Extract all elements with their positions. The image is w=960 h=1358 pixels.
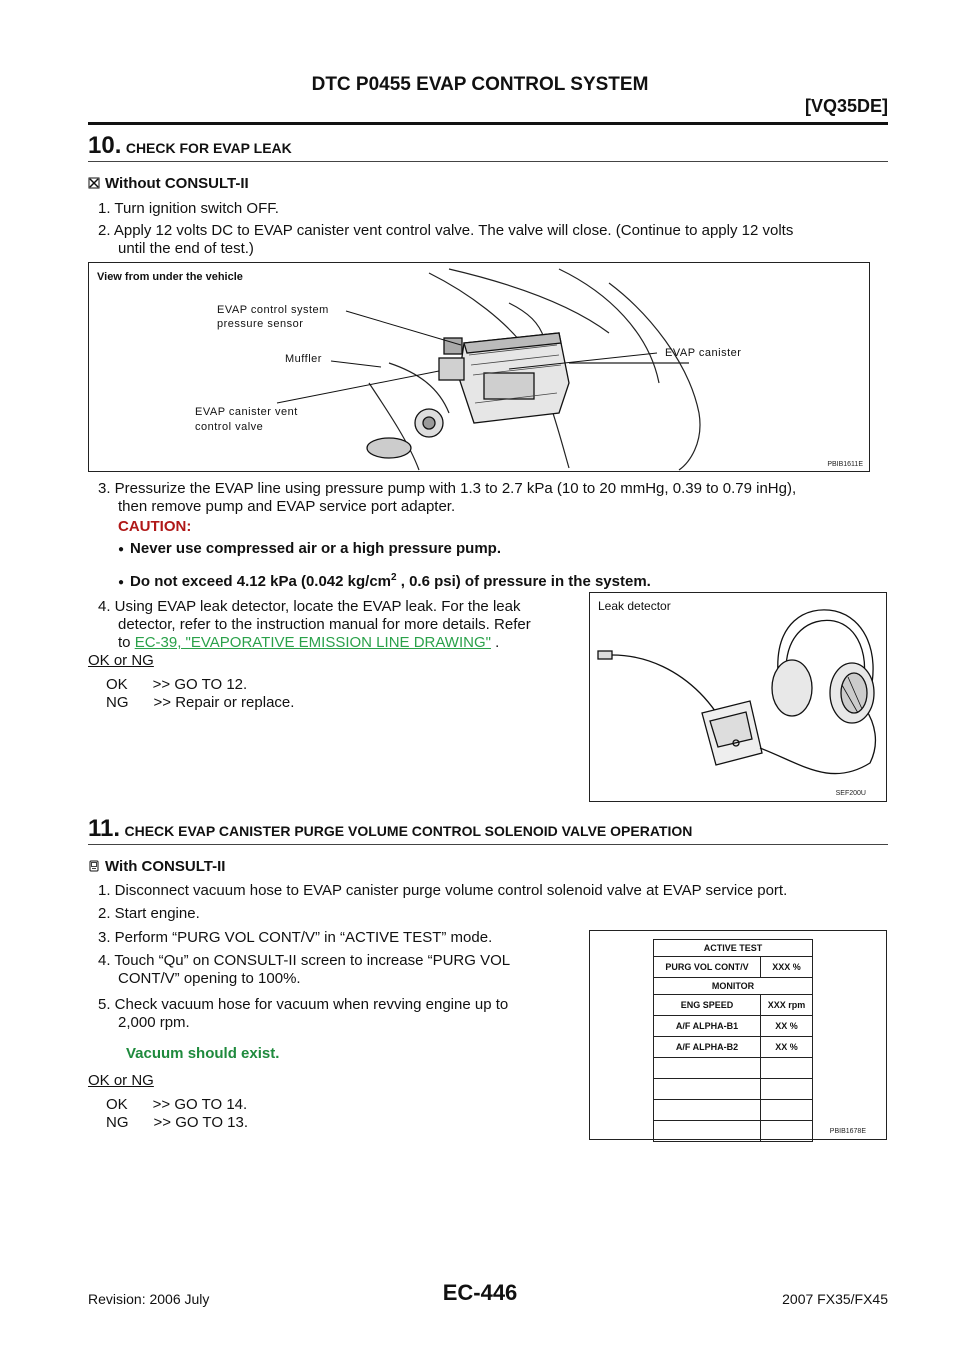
table-cell: XXX % [761,957,813,978]
step-10-item-2 [98,222,888,258]
caution-item-1 [118,540,651,559]
figure-evap-under-vehicle [88,262,870,472]
table-cell: PURG VOL CONT/V [654,957,761,978]
label-muffler: Muffler [285,353,322,365]
step-11-heading [88,815,692,843]
item-text: 2,000 rpm. [118,1014,190,1031]
refer-prefix: to [118,634,135,651]
step-title: CHECK EVAP CANISTER PURGE VOLUME CONTROL SOLENOID VALVE OPERATION [124,823,693,839]
step-11-item-2: 2. Start engine. [98,905,200,922]
figure-code: SEF200U [835,790,866,797]
bullet-icon: ● [118,544,125,555]
model-label: 2007 FX35/FX45 [782,1291,888,1307]
table-cell: A/F ALPHA-B2 [654,1037,761,1058]
bullet-icon: ● [118,577,125,588]
step-10-item-4 [98,598,568,652]
table-row [654,1121,813,1142]
step-11-item-5 [98,996,578,1032]
mode-label: With CONSULT-II [105,858,226,875]
label-line: pressure sensor [217,318,304,330]
table-cell: XX % [761,1037,813,1058]
mode-label: Without CONSULT-II [105,175,249,192]
step-10-heading [88,132,292,160]
superscript: 2 [391,572,397,583]
table-monitor: MONITOR [654,978,813,995]
step-10-rule [88,161,888,162]
label-line: EVAP canister vent [195,406,298,418]
caution-item-2 [118,569,651,592]
step-number: 11. [88,815,121,842]
result-ng: NG >> GO TO 13. [106,1114,249,1131]
mode-without-consult [88,175,249,193]
header-rule [88,122,888,125]
step-11-item-3: 3. Perform “PURG VOL CONT/V” in “ACTIVE TEST” mode. [98,929,493,946]
figure-code: PBIB1678E [829,1128,866,1135]
table-row [654,1016,813,1037]
page-title: DTC P0455 EVAP CONTROL SYSTEM [311,74,649,95]
revision-date: Revision: 2006 July [88,1291,210,1307]
spec-vacuum: Vacuum should exist. [126,1045,280,1062]
mode-with-consult [88,858,225,876]
ok-or-ng-label: OK or NG [88,1072,154,1089]
result-ok: OK >> GO TO 12. [106,676,248,693]
step-11-rule [88,844,888,845]
active-test-table [653,939,813,1142]
table-cell: ENG SPEED [654,995,761,1016]
table-cell: XX % [761,1016,813,1037]
table-row [654,1037,813,1058]
step-title: CHECK FOR EVAP LEAK [125,140,292,156]
step-11-item-1: 1. Disconnect vacuum hose to EVAP canister purge volume control solenoid valve at EVAP service port. [98,882,788,899]
page-number: EC-446 [442,1280,518,1305]
item-text: 5. Check vacuum hose for vacuum when revving engine up to [98,996,509,1013]
item-text: 4. Using EVAP leak detector, locate the EVAP leak. For the leak [98,598,521,615]
figure-leak-detector [589,592,887,802]
item-text [98,634,568,652]
table-row [654,957,813,978]
step-10-item-3 [98,480,888,516]
table-row [654,995,813,1016]
leak-detector-illustration [590,593,886,801]
figure-active-test-screen [589,930,887,1140]
table-cell: XXX rpm [761,995,813,1016]
view-label: View from under the vehicle [97,271,243,283]
item-text: then remove pump and EVAP service port adapter. [118,498,456,515]
figure-label: Leak detector [598,599,671,613]
figure-code: PBIB1611E [827,461,863,468]
caution-block [118,518,651,592]
item-text: 4. Touch “Qu” on CONSULT-II screen to increase “PURG VOL [98,952,511,969]
item-text: 2. Apply 12 volts DC to EVAP canister vent control valve. The valve will close. (Continue to apply 12 volts [98,222,794,239]
item-text: CONT/V” opening to 100%. [118,970,301,987]
label-evap-canister: EVAP canister [665,347,742,359]
under-vehicle-illustration [89,263,869,471]
step-11-item-4 [98,952,578,988]
item-text: detector, refer to the instruction manual for more details. Refer [118,616,531,633]
result-ng: NG >> Repair or replace. [106,694,295,711]
caution-text: , 0.6 psi) of pressure in the system. [396,573,651,590]
ok-or-ng-label: OK or NG [88,652,154,669]
caution-text: Do not exceed 4.12 kPa (0.042 kg/cm [130,573,392,590]
item-text: until the end of test.) [118,240,254,257]
table-row [654,1058,813,1079]
caution-label: CAUTION: [118,518,192,535]
table-row [654,1100,813,1121]
label-vent-control-valve [195,405,298,435]
label-pressure-sensor [217,303,329,331]
engine-code: [VQ35DE] [804,96,888,116]
label-line: EVAP control system [217,304,329,316]
step-number: 10. [88,132,122,159]
no-consult-icon [88,177,100,189]
item-text: 3. Pressurize the EVAP line using pressure pump with 1.3 to 2.7 kPa (10 to 20 mmHg, 0.39 to 0.79 inHg), [98,480,797,497]
evap-line-drawing-link[interactable]: EC-39, "EVAPORATIVE EMISSION LINE DRAWING" [134,634,491,651]
label-line: control valve [195,421,264,433]
step-10-item-1: 1. Turn ignition switch OFF. [98,200,279,217]
caution-text: Never use compressed air or a high pressure pump. [130,540,502,557]
result-ok: OK >> GO TO 14. [106,1096,248,1113]
refer-suffix: . [490,634,500,651]
table-head: ACTIVE TEST [654,940,813,957]
table-cell: A/F ALPHA-B1 [654,1016,761,1037]
consult-icon [88,860,100,872]
table-row [654,1079,813,1100]
